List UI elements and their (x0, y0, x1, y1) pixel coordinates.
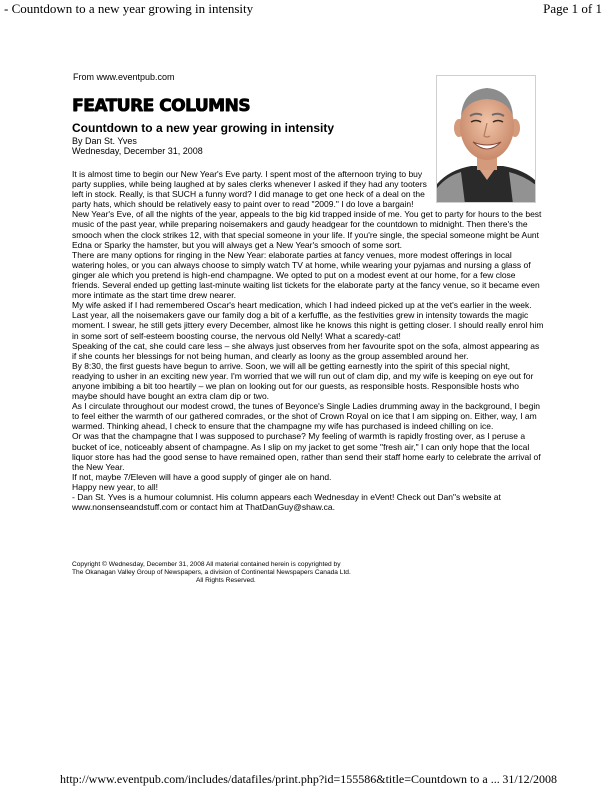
article-byline: By Dan St. Yves (72, 136, 137, 146)
article-paragraph: Speaking of the cat, she could care less – she always just observes from her favourite spot on the sofa, almost appearing as if she counts her blessings for not being human, and clearly as loony as the group assembled around her. (72, 340, 540, 361)
print-header (0, 0, 612, 18)
copyright-line: Copyright © Wednesday, December 31, 2008 All material contained herein is copyrighted by (72, 561, 341, 568)
source-line: From www.eventpub.com (73, 72, 175, 82)
article-paragraph: There are many options for ringing in the New Year: elaborate parties at fancy venues, more modest offerings in local watering holes, or you can always choose to simply watch TV at home, while wearing your pyjamas and nursing a glass of ginger ale which you pretend is high-end champagne. We opted to put on a modest event at our home, for a few close friends. Several ended up getting last-minute waiting list tickets for the elaborate party at the fancy venue, so it became even more intimate as the start time drew nearer. (72, 249, 540, 301)
copyright-line: All Rights Reserved. (196, 576, 256, 584)
article-paragraph: By 8:30, the first guests have begun to arrive. Soon, we will all be getting earnestly into the spirit of this special night, readying to usher in an exciting new year. I'm worried that we will run out of clam dip, and my wife is keeping on eye out for anyone imbibing a bit too heartily – we plan on looking out for our guests, as responsible hosts. Responsible hosts who maybe should have bought an extra clam dip or two. (72, 360, 534, 402)
article-body (72, 169, 544, 512)
print-footer-date: 31/12/2008 (502, 772, 557, 786)
article-paragraph: My wife asked if I had remembered Oscar's heart medication, which I had indeed picked up at the vet's earlier in the week. Last year, all the noisemakers gave our family dog a bit of a kerfuffle, as the festivities grew in intensity towards the magic moment. I swear, he still gets jittery every December, almost like he knows this night is getting closer. I should really enrol him in some sort of self-esteem boosting course, the nervous old Nelly! What a scaredy-cat! (72, 300, 544, 341)
print-header-title: - Countdown to a new year growing in intensity (4, 1, 254, 16)
copyright-line: The Okanagan Valley Group of Newspapers, a division of Continental Newspapers Canada Ltd. (72, 568, 351, 576)
author-bio: - Dan St. Yves is a humour columnist. His column appears each Wednesday in eVent! Check out Dan"s website at www.nonsenseandstuff.com or contact him at ThatDanGuy@shaw.ca. (72, 492, 501, 513)
article-paragraph: Or was that the champagne that I was supposed to purchase? My feeling of warmth is rapidly frosting over, as I peruse a bucket of ice, noticeably absent of champagne. As I slip on my jacket to get some "fresh air," I can only hope that the local liquor store has had the good sense to have remained open, rather than send their staff home early to celebrate the arrival of the New Year. (72, 431, 541, 472)
article-headline: Countdown to a new year growing in intensity (72, 121, 335, 135)
print-footer (0, 772, 612, 790)
print-footer-url: http://www.eventpub.com/includes/datafiles/print.php?id=155586&title=Countdown to a ... (60, 772, 500, 786)
article-paragraph: As I circulate throughout our modest crowd, the tunes of Beyonce's Single Ladies drumming away in the background, I begin to feel either the warmth of our gathered comrades, or the shot of Crown Royal on ice that I am sipping on. Either, way, I am warmed. Thinking ahead, I check to ensure that the champagne my wife has purchased is indeed chilling on ice. (72, 401, 540, 432)
print-header-page: Page 1 of 1 (543, 1, 602, 16)
article-paragraph: Happy new year, to all! (72, 481, 158, 492)
article-date: Wednesday, December 31, 2008 (72, 146, 203, 156)
article-paragraph: New Year's Eve, of all the nights of the year, appeals to the big kid trapped inside of me. You get to party for hours to the best music of the past year, while preparing noisemakers and gaudy headgear for the countdown to midnight. Then there's the smooch when the clock strikes 12, with that special someone in your life. If you're single, the special someone might be Aunt Edna or Sparky the hamster, but you will always get a New Year's smooch of some sort. (72, 209, 542, 250)
section-title: FEATURE COLUMNS (72, 96, 250, 116)
article-paragraph: If not, maybe 7/Eleven will have a good supply of ginger ale on hand. (72, 471, 332, 482)
article-paragraph: It is almost time to begin our New Year's Eve party. I spent most of the afternoon trying to buy party supplies, while being laughed at by sales clerks whenever I asked if they had any tooters left in stock. Really, is that SUCH a funny word? I did manage to get one heck of a deal on the party hats, which should be relatively easy to paint over to read "2009." I do love a bargain! (72, 169, 427, 210)
copyright-notice (72, 561, 432, 584)
